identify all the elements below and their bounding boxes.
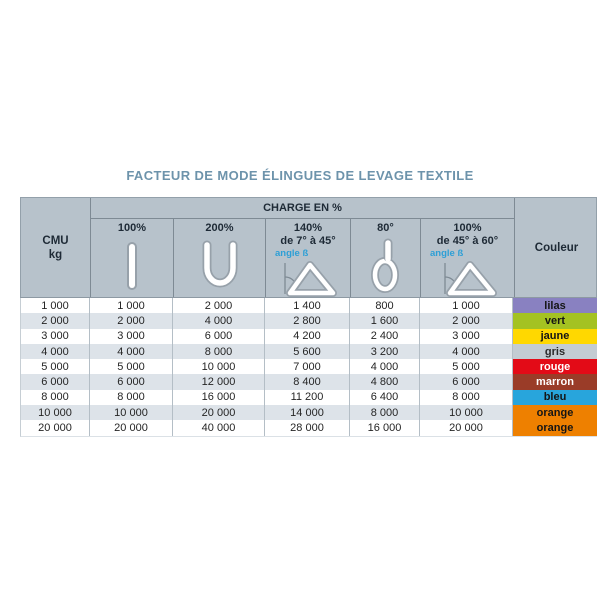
table-row [21, 298, 597, 313]
value-cell-140: 4 200 [265, 329, 350, 344]
value-cell-100: 1 000 [90, 298, 173, 313]
value-cell-140: 8 400 [265, 374, 350, 389]
cmu-cell: 3 000 [21, 329, 90, 344]
value-cell-200: 6 000 [173, 329, 265, 344]
table-row [21, 329, 597, 344]
column-label: 80° [377, 222, 394, 234]
value-cell-100b: 1 000 [420, 298, 513, 313]
cmu-cell: 1 000 [21, 298, 90, 313]
icon-area [351, 235, 420, 297]
value-cell-80: 6 400 [350, 390, 420, 405]
value-cell-80: 1 600 [350, 313, 420, 328]
value-cell-100b: 2 000 [420, 313, 513, 328]
value-cell-100: 4 000 [90, 344, 173, 359]
value-cell-100b: 5 000 [420, 359, 513, 374]
value-cell-100b: 6 000 [420, 374, 513, 389]
column-header-80 [351, 219, 421, 297]
spread-angle-sling-icon [277, 259, 339, 297]
cmu-cell: 20 000 [21, 420, 90, 435]
value-cell-100: 3 000 [90, 329, 173, 344]
column-header-100-45-60 [421, 219, 514, 297]
icon-area [91, 235, 173, 297]
value-cell-80: 800 [350, 298, 420, 313]
value-cell-200: 20 000 [173, 405, 265, 420]
column-sublabel: de 45° à 60° [436, 235, 499, 247]
value-cell-200: 12 000 [173, 374, 265, 389]
charge-header: CHARGE EN % [91, 198, 514, 219]
value-cell-140: 5 600 [265, 344, 350, 359]
value-cell-200: 40 000 [173, 420, 265, 435]
column-label: 100% [453, 222, 482, 234]
icon-area [421, 248, 514, 297]
value-cell-100: 6 000 [90, 374, 173, 389]
color-swatch: orange [513, 405, 597, 420]
table-row [21, 405, 597, 420]
table-row [21, 313, 597, 328]
cmu-cell: 2 000 [21, 313, 90, 328]
column-header-140 [266, 219, 351, 297]
table-row [21, 344, 597, 359]
table-body [20, 298, 597, 437]
cmu-header-line2: kg [48, 248, 63, 261]
spread-angle-sling-icon [437, 259, 499, 297]
value-cell-100: 5 000 [90, 359, 173, 374]
choke-sling-icon [367, 238, 405, 294]
value-cell-200: 8 000 [173, 344, 265, 359]
page-title: FACTEUR DE MODE ÉLINGUES DE LEVAGE TEXTILE [126, 168, 474, 183]
value-cell-100: 2 000 [90, 313, 173, 328]
value-cell-140: 1 400 [265, 298, 350, 313]
table-row [21, 359, 597, 374]
value-cell-140: 28 000 [265, 420, 350, 435]
value-cell-200: 16 000 [173, 390, 265, 405]
icon-area [266, 248, 350, 297]
value-cell-80: 3 200 [350, 344, 420, 359]
value-cell-100: 20 000 [90, 420, 173, 435]
color-swatch: rouge [513, 359, 597, 374]
angle-beta-label: angle ß [275, 248, 309, 259]
value-cell-100: 10 000 [90, 405, 173, 420]
value-cell-100b: 4 000 [420, 344, 513, 359]
cmu-cell: 6 000 [21, 374, 90, 389]
value-cell-100b: 20 000 [420, 420, 513, 435]
cmu-header-line1: CMU [42, 234, 69, 247]
column-sublabel: de 7° à 45° [280, 235, 336, 247]
value-cell-100: 8 000 [90, 390, 173, 405]
value-cell-80: 8 000 [350, 405, 420, 420]
value-cell-80: 4 800 [350, 374, 420, 389]
couleur-header: Couleur [514, 198, 598, 297]
basket-sling-icon [197, 240, 243, 292]
value-cell-200: 10 000 [173, 359, 265, 374]
value-cell-200: 4 000 [173, 313, 265, 328]
cmu-cell: 4 000 [21, 344, 90, 359]
value-cell-140: 2 800 [265, 313, 350, 328]
vertical-sling-icon [121, 241, 143, 291]
table-row [21, 374, 597, 389]
cmu-cell: 10 000 [21, 405, 90, 420]
color-swatch: vert [513, 313, 597, 328]
table-row [21, 390, 597, 405]
value-cell-100b: 3 000 [420, 329, 513, 344]
column-header-100 [91, 219, 174, 297]
color-swatch: lilas [513, 298, 597, 313]
value-cell-80: 16 000 [350, 420, 420, 435]
column-header-200 [174, 219, 266, 297]
angle-beta-label: angle ß [430, 248, 464, 259]
cmu-cell: 5 000 [21, 359, 90, 374]
cmu-header [21, 198, 91, 297]
color-swatch: jaune [513, 329, 597, 344]
value-cell-140: 7 000 [265, 359, 350, 374]
table-row [21, 420, 597, 435]
icon-area [174, 235, 265, 297]
value-cell-200: 2 000 [173, 298, 265, 313]
column-label: 200% [205, 222, 234, 234]
value-cell-140: 14 000 [265, 405, 350, 420]
color-swatch: bleu [513, 390, 597, 405]
color-swatch: gris [513, 344, 597, 359]
value-cell-80: 2 400 [350, 329, 420, 344]
cmu-cell: 8 000 [21, 390, 90, 405]
factor-table [20, 197, 597, 437]
color-swatch: marron [513, 374, 597, 389]
column-label: 140% [293, 222, 323, 234]
value-cell-80: 4 000 [350, 359, 420, 374]
value-cell-140: 11 200 [265, 390, 350, 405]
value-cell-100b: 10 000 [420, 405, 513, 420]
table-header [20, 197, 597, 298]
column-label: 100% [117, 222, 147, 234]
value-cell-100b: 8 000 [420, 390, 513, 405]
color-swatch: orange [513, 420, 597, 435]
